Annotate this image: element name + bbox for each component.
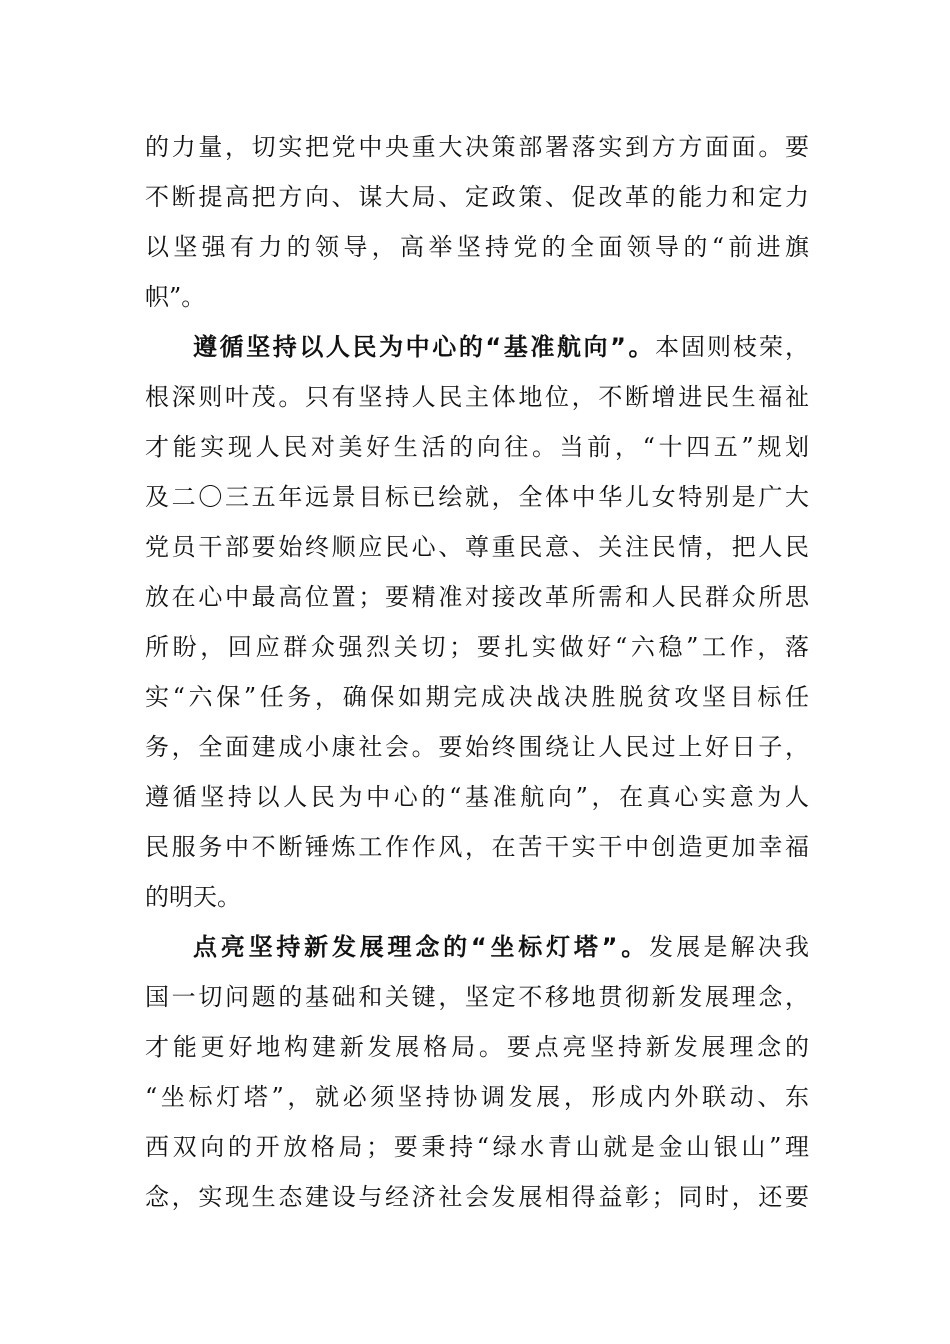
paragraph-line: 以坚强有力的领导，高举坚持党的全面领导的“前进旗: [145, 233, 809, 261]
paragraph-line: 党员干部要始终顺应民心、尊重民意、关注民情，把人民: [145, 533, 809, 561]
section-heading: 遵循坚持以人民为中心的“基准航向”。: [193, 333, 656, 361]
paragraph-line: 的力量，切实把党中央重大决策部署落实到方方面面。要: [145, 133, 809, 161]
paragraph-line: 根深则叶茂。只有坚持人民主体地位，不断增进民生福祉: [145, 383, 809, 411]
paragraph-line: 不断提高把方向、谋大局、定政策、促改革的能力和定力: [145, 183, 809, 211]
paragraph-line: 务，全面建成小康社会。要始终围绕让人民过上好日子，: [145, 733, 809, 761]
paragraph-line: “坐标灯塔”，就必须坚持协调发展，形成内外联动、东: [145, 1083, 809, 1111]
section-heading: 点亮坚持新发展理念的“坐标灯塔”。: [193, 933, 650, 961]
paragraph-first-line: [193, 929, 809, 965]
paragraph-line: 及二〇三五年远景目标已绘就，全体中华儿女特别是广大: [145, 483, 809, 511]
paragraph-line: 实“六保”任务，确保如期完成决战决胜脱贫攻坚目标任: [145, 683, 809, 711]
paragraph-line: 遵循坚持以人民为中心的“基准航向”，在真心实意为人: [145, 783, 809, 811]
paragraph-line: 民服务中不断锤炼工作作风，在苦干实干中创造更加幸福: [145, 833, 809, 861]
paragraph-line: 所盼，回应群众强烈关切；要扎实做好“六稳”工作，落: [145, 633, 809, 661]
paragraph-line: 国一切问题的基础和关键，坚定不移地贯彻新发展理念，: [145, 983, 809, 1011]
paragraph-line: 西双向的开放格局；要秉持“绿水青山就是金山银山”理: [145, 1133, 809, 1161]
paragraph-first-line: [193, 329, 809, 365]
paragraph-line: 才能更好地构建新发展格局。要点亮坚持新发展理念的: [145, 1033, 809, 1061]
paragraph-text: 发展是解决我: [649, 933, 809, 961]
paragraph-line: 帜”。: [145, 283, 206, 311]
paragraph-line: 念，实现生态建设与经济社会发展相得益彰；同时，还要: [145, 1183, 809, 1211]
paragraph-line: 才能实现人民对美好生活的向往。当前，“十四五”规划: [145, 433, 809, 461]
paragraph-line: 放在心中最高位置；要精准对接改革所需和人民群众所思: [145, 583, 809, 611]
paragraph-text: 本固则枝荣，: [655, 333, 809, 361]
paragraph-line: 的明天。: [145, 883, 241, 911]
